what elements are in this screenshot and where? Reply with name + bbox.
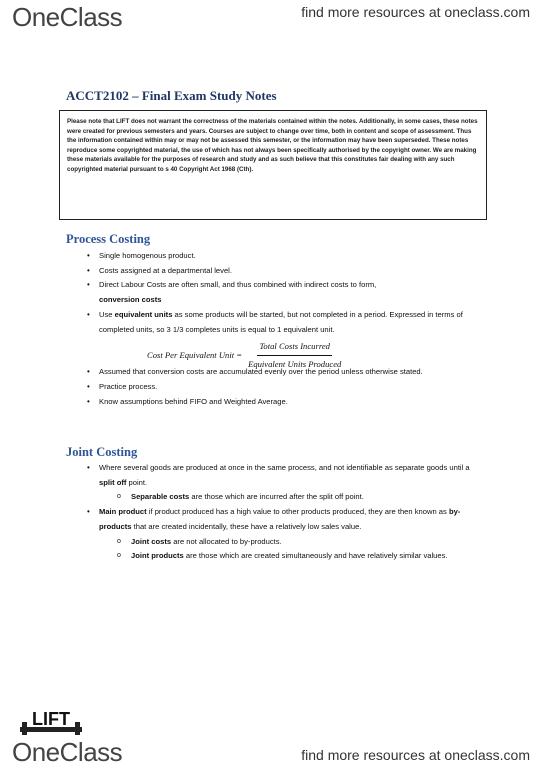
page-title: ACCT2102 – Final Exam Study Notes bbox=[66, 88, 277, 103]
circle-bullet-icon: o bbox=[117, 537, 121, 545]
lift-logo-icon bbox=[20, 707, 82, 735]
process-costing-heading: Process Costing bbox=[66, 232, 151, 246]
formula bbox=[87, 337, 477, 369]
list-item: • Practice process. bbox=[87, 380, 477, 395]
process-costing-list bbox=[87, 249, 477, 409]
formula-denominator: Equivalent Units Produced bbox=[248, 358, 342, 369]
list-item: • Use equivalent units as some products will be started, but not completed in a period. Expressed in terms of completed units, so 3 1/3 completes units is equal to 1 equivalent unit. bbox=[87, 309, 463, 334]
list-item: • Where several goods are produced at once in the same process, and not identifiable as separate goods until a split off point. bbox=[87, 463, 470, 487]
bullet-icon: • bbox=[87, 396, 90, 406]
oneclass-logo-footer[interactable]: OneClass bbox=[12, 737, 123, 767]
find-more-resources-link[interactable]: find more resources at oneclass.com bbox=[301, 4, 530, 20]
bullet-icon: • bbox=[87, 463, 90, 472]
joint-costing-list bbox=[87, 461, 477, 564]
list-item: • Direct Labour Costs are often small, and thus combined with indirect costs to form, conversion costs bbox=[87, 280, 377, 305]
bullet-icon: • bbox=[87, 381, 90, 391]
list-item: o Joint costs are not allocated to by-products. bbox=[87, 535, 477, 550]
list-item: • Single homogenous product. bbox=[87, 249, 477, 264]
bullet-icon: • bbox=[87, 251, 90, 260]
oneclass-logo[interactable]: OneClass bbox=[12, 2, 123, 32]
joint-costing-heading: Joint Costing bbox=[66, 445, 138, 459]
bullet-icon: • bbox=[87, 280, 90, 290]
list-item: • Main product if product produced has a high value to other products produced, they are then known as by-products that are created incidentally, these have a relatively low sales value. bbox=[87, 507, 461, 531]
circle-bullet-icon: o bbox=[117, 493, 121, 501]
list-item: • Costs assigned at a departmental level. bbox=[87, 264, 477, 279]
bullet-icon: • bbox=[87, 507, 90, 517]
list-item: o Joint products are those which are created simultaneously and have relatively similar values. bbox=[87, 549, 477, 564]
circle-bullet-icon: o bbox=[117, 552, 121, 560]
list-item: • Know assumptions behind FIFO and Weighted Average. bbox=[87, 395, 477, 410]
formula-numerator: Total Costs Incurred bbox=[257, 339, 332, 356]
formula-lhs: Cost Per Equivalent Unit = bbox=[147, 350, 243, 361]
bullet-icon: • bbox=[87, 367, 90, 377]
list-item: • Assumed that conversion costs are accumulated evenly over the period unless otherwise stated. bbox=[87, 365, 477, 380]
disclaimer-box: Please note that LIFT does not warrant the correctness of the materials contained within the notes. Additionally, in some cases, these notes were created for previous semesters and years. Courses are subject to change over time, both in content and scope of assessment. Thus the information contained within may or may not be assessed this semester, or the information may have been superseded. These notes reproduce some copyrighted material, the use of which has not always been specifically authorised by the copyright owner. We are making these materials available for the purposes of research and study and as such believe that this constitutes fair dealing with any such copyrighted material pursuant to s 40 Copyright Act 1968 (Cth). bbox=[59, 110, 487, 220]
list-item: o Separable costs are those which are incurred after the split off point. bbox=[87, 490, 477, 505]
find-more-resources-link-footer[interactable]: find more resources at oneclass.com bbox=[301, 747, 530, 763]
bullet-icon: • bbox=[87, 309, 90, 319]
bullet-icon: • bbox=[87, 265, 90, 275]
lift-logo-text: LIFT bbox=[32, 709, 70, 729]
